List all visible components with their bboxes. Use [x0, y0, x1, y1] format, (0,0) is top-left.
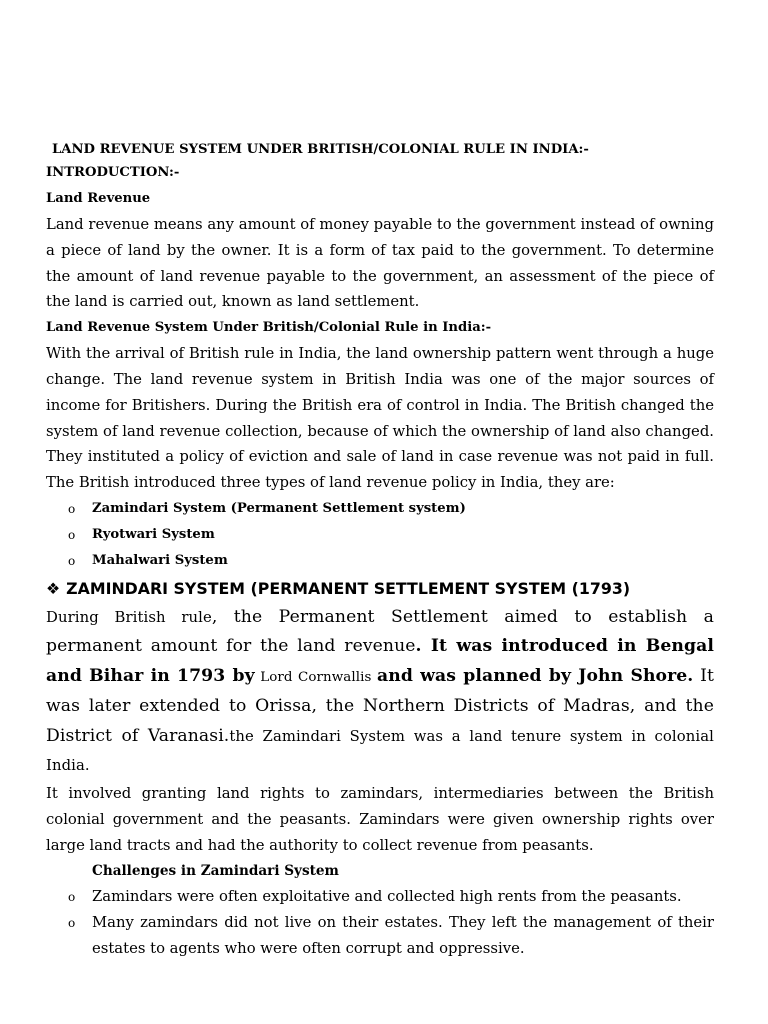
list-item-text: Ryotwari System: [92, 526, 215, 542]
zamindari-section-title: [46, 575, 714, 603]
main-heading: LAND REVENUE SYSTEM UNDER BRITISH/COLONIAL RULE IN INDIA:-: [52, 142, 589, 157]
intro-heading: INTRODUCTION:-: [46, 165, 180, 180]
list-item: [46, 496, 714, 522]
zamindari-title-text: ZAMINDARI SYSTEM (PERMANENT SETTLEMENT SYSTEM (1793): [66, 578, 631, 598]
diamond-bullet-icon: ❖: [46, 578, 61, 598]
bullet-icon: o: [68, 527, 76, 542]
document-page: [46, 138, 714, 962]
para-run: It was later extended to Orissa, the Northern Districts of Madras, and the District of Varanasi.: [46, 665, 714, 746]
list-item-text: Zamindars were often exploitative and collected high rents from the peasants.: [92, 888, 682, 906]
bullet-icon: o: [68, 553, 76, 568]
zamindari-paragraph-2: It involved granting land rights to zamindars, intermediaries between the British colonial government and the peasants. Zamindars were given ownership rights over large land tracts and had the authority to collect revenue from peasants.: [46, 784, 714, 854]
para-run: and was planned by John Shore.: [377, 665, 694, 686]
para-run: During British rule: [46, 608, 212, 626]
bullet-icon: o: [68, 501, 76, 516]
list-item-text: Zamindari System (Permanent Settlement system): [92, 500, 466, 516]
zamindari-paragraph: [46, 603, 714, 781]
para-run: Lord Cornwallis: [254, 669, 377, 685]
land-revenue-paragraph: Land revenue means any amount of money payable to the government instead of owning a piece of land by the owner. It is a form of tax paid to the government. To determine the amount of land revenue payable to the government, an assessment of the piece of the land is carried out, known as land settlement.: [46, 216, 714, 311]
list-item: [46, 910, 714, 962]
systems-list: [46, 496, 714, 574]
list-item: [46, 522, 714, 548]
list-item: [46, 884, 714, 910]
system-heading: Land Revenue System Under British/Colonial Rule in India:-: [46, 320, 492, 336]
list-item-text: Many zamindars did not live on their estates. They left the management of their estates to agents who were often corrupt and oppressive.: [92, 914, 714, 958]
land-revenue-heading: Land Revenue: [46, 191, 151, 206]
system-paragraph: With the arrival of British rule in India, the land ownership pattern went through a huge change. The land revenue system in British India was one of the major sources of income for Britishers. During the British era of control in India. The British changed the system of land revenue collection, because of which the ownership of land also changed. They instituted a policy of eviction and sale of land in case revenue was not paid in full. The British introduced three types of land revenue policy in India, they are:: [46, 345, 714, 492]
list-item: [46, 548, 714, 574]
challenges-list: [46, 884, 714, 962]
bullet-icon: o: [68, 890, 76, 905]
para-run: , the Permanent Settlement aimed to establish a permanent amount for the land revenue: [46, 606, 714, 657]
para-run: the Zamindari System was a land tenure system in colonial India.: [46, 727, 714, 775]
list-item-text: Mahalwari System: [92, 552, 228, 568]
challenges-heading: Challenges in Zamindari System: [92, 863, 339, 880]
bullet-icon: o: [68, 916, 76, 931]
para-run: . It was introduced in Bengal and Bihar in 1793 by: [46, 636, 714, 686]
